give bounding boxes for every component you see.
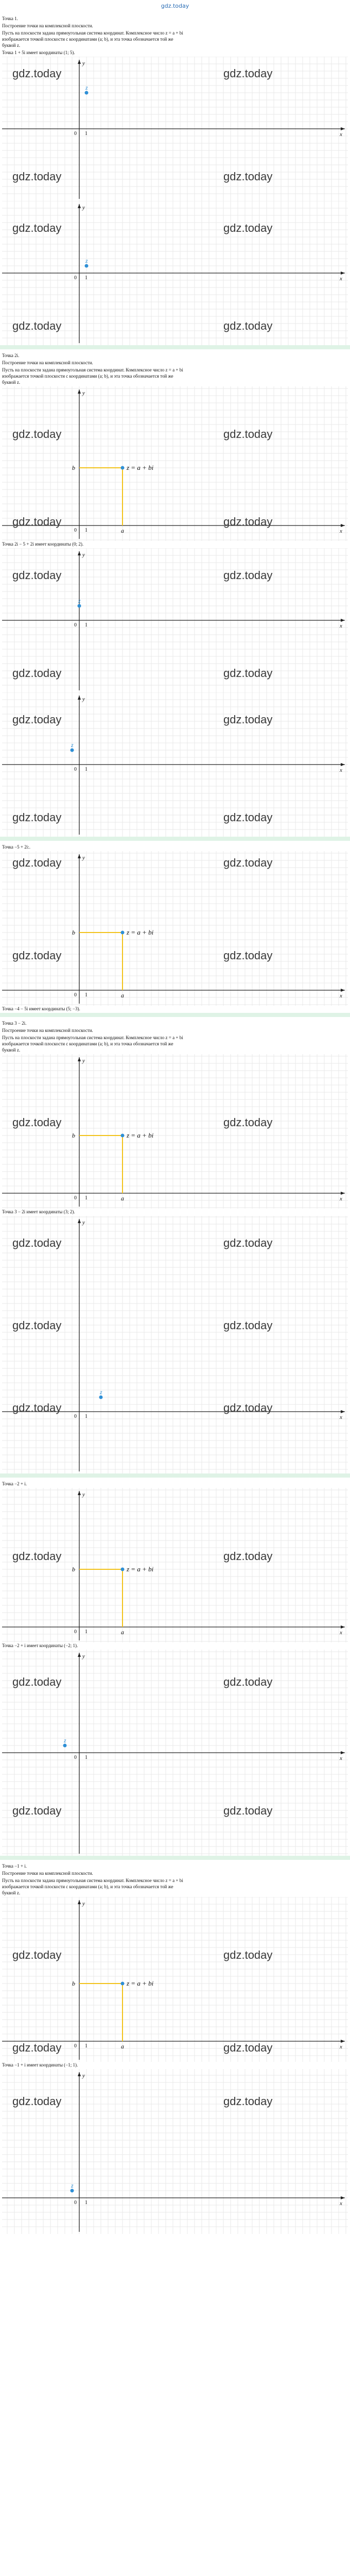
point-marker [121, 931, 125, 935]
plane-svg [2, 851, 348, 1006]
point-label: z [85, 257, 88, 264]
origin-label: 0 [74, 1195, 77, 1201]
point-marker [121, 1568, 125, 1571]
watermark: gdz.today [12, 949, 62, 962]
unit-label: 1 [85, 275, 87, 281]
x-axis-label: x [340, 623, 342, 629]
watermark: gdz.today [12, 1804, 62, 1817]
point-label: z [78, 597, 81, 604]
watermark: gdz.today [12, 428, 62, 440]
watermark: gdz.today [223, 2095, 273, 2108]
paragraph: Пусть на плоскости задана прямоугольная система координат. Комплексное число z = a + bi изображается точкой плоскости с координатами (a; b), и эта точка обозначается той же буквой z. [2, 367, 183, 385]
unit-label: 1 [85, 767, 87, 772]
solution-block [0, 12, 350, 345]
b-label: b [72, 1980, 75, 1987]
watermark: gdz.today [223, 67, 273, 80]
section-divider [0, 837, 350, 841]
watermark: gdz.today [223, 1948, 273, 1961]
x-arrow-icon [341, 1625, 345, 1629]
watermark: gdz.today [12, 1550, 62, 1563]
y-arrow-icon [78, 1219, 81, 1223]
watermark: gdz.today [12, 1948, 62, 1961]
coordinate-plane [2, 1897, 348, 2062]
point-marker [121, 1982, 125, 1986]
x-arrow-icon [341, 1751, 345, 1754]
point-label: z [71, 2182, 74, 2189]
coordinate-plane [2, 851, 348, 1006]
x-arrow-icon [341, 2040, 345, 2043]
watermark: gdz.today [12, 170, 62, 183]
section-title: Точка 2i. [2, 353, 20, 358]
point-marker [63, 1744, 67, 1748]
origin-label: 0 [74, 1414, 77, 1419]
x-axis-label: x [340, 1755, 342, 1761]
watermark: gdz.today [223, 1550, 273, 1563]
x-arrow-icon [341, 127, 345, 130]
y-arrow-icon [78, 389, 81, 394]
claim-text: Точка −2 + i имеет координаты (−2; 1). [2, 1643, 78, 1648]
point-equation: z = a + bi [127, 928, 154, 936]
watermark: gdz.today [223, 170, 273, 183]
y-axis-label: y [82, 2073, 85, 2079]
solution-block [0, 841, 350, 1012]
x-arrow-icon [341, 524, 345, 527]
x-axis-label: x [340, 2200, 342, 2207]
watermark: gdz.today [12, 2041, 62, 2054]
y-axis-label: y [82, 1901, 85, 1907]
watermark: gdz.today [223, 1236, 273, 1249]
unit-label: 1 [85, 2043, 87, 2049]
origin-label: 0 [74, 1629, 77, 1635]
unit-label: 1 [85, 1755, 87, 1760]
point-label: z [100, 1388, 102, 1396]
paragraph: Построение точки на комплексной плоскости. [2, 1871, 93, 1876]
watermark: gdz.today [223, 1319, 273, 1332]
point-equation: z = a + bi [127, 1131, 154, 1139]
unit-label: 1 [85, 2200, 87, 2206]
point-marker [78, 604, 81, 608]
paragraph: Пусть на плоскости задана прямоугольная система координат. Комплексное число z = a + bi изображается точкой плоскости с координатами (a; b), и эта точка обозначается той же буквой z. [2, 1878, 183, 1895]
point-marker [121, 466, 125, 470]
plane-svg [2, 1897, 348, 2062]
point-marker [85, 264, 89, 268]
x-axis-label: x [340, 1196, 342, 1202]
grid [2, 2069, 348, 2234]
solution-block [0, 1478, 350, 1856]
y-arrow-icon [78, 1057, 81, 1061]
y-axis-label: y [82, 1492, 85, 1498]
plane-svg [2, 548, 348, 692]
watermark: gdz.today [12, 569, 62, 582]
origin-label: 0 [74, 622, 77, 628]
coordinate-plane [2, 2069, 348, 2234]
origin-label: 0 [74, 992, 77, 998]
plane-svg [2, 201, 348, 345]
b-label: b [72, 1566, 75, 1573]
y-axis-label: y [82, 1653, 85, 1659]
coordinate-plane [2, 386, 348, 541]
point-equation: z = a + bi [127, 1979, 154, 1987]
x-axis-label: x [340, 528, 342, 534]
watermark: gdz.today [223, 949, 273, 962]
plane-svg [2, 1488, 348, 1642]
unit-label: 1 [85, 528, 87, 533]
watermark: gdz.today [223, 1804, 273, 1817]
page-header [0, 0, 350, 12]
paragraph: Построение точки на комплексной плоскости. [2, 23, 93, 28]
paragraph: Построение точки на комплексной плоскости. [2, 1028, 93, 1033]
x-axis-label: x [340, 1630, 342, 1636]
origin-label: 0 [74, 528, 77, 533]
coordinate-plane [2, 692, 348, 837]
point-equation: z = a + bi [127, 464, 154, 471]
watermark: gdz.today [223, 1675, 273, 1688]
plane-svg [2, 386, 348, 541]
y-axis-label: y [82, 60, 85, 66]
plane-svg [2, 1216, 348, 1473]
x-axis-label: x [340, 131, 342, 138]
unit-label: 1 [85, 131, 87, 137]
origin-label: 0 [74, 767, 77, 772]
x-arrow-icon [341, 272, 345, 275]
unit-label: 1 [85, 1195, 87, 1201]
watermark: gdz.today [12, 667, 62, 680]
watermark: gdz.today [223, 713, 273, 726]
point-marker [85, 91, 89, 95]
solution-block [0, 1860, 350, 2234]
y-axis-label: y [82, 205, 85, 211]
watermark: gdz.today [12, 67, 62, 80]
y-axis-label: y [82, 1058, 85, 1064]
content [0, 12, 350, 2234]
watermark: gdz.today [12, 2095, 62, 2108]
x-arrow-icon [341, 2196, 345, 2199]
watermark: gdz.today [223, 1116, 273, 1129]
y-arrow-icon [78, 2072, 81, 2076]
coordinate-plane [2, 1650, 348, 1856]
y-arrow-icon [78, 1900, 81, 1904]
watermark: gdz.today [12, 856, 62, 869]
grid [2, 1054, 348, 1209]
section-divider [0, 345, 350, 349]
watermark: gdz.today [12, 1319, 62, 1332]
watermark: gdz.today [12, 1401, 62, 1414]
x-axis-label: x [340, 993, 342, 999]
paragraph: Построение точки на комплексной плоскости. [2, 360, 93, 365]
watermark: gdz.today [12, 811, 62, 824]
grid [2, 1216, 348, 1473]
point-marker [99, 1396, 103, 1399]
y-arrow-icon [78, 854, 81, 858]
origin-label: 0 [74, 1755, 77, 1760]
unit-label: 1 [85, 622, 87, 628]
x-axis-label: x [340, 1414, 342, 1420]
origin-label: 0 [74, 275, 77, 281]
point-equation: z = a + bi [127, 1565, 154, 1573]
plane-svg [2, 2069, 348, 2234]
y-arrow-icon [78, 1653, 81, 1657]
watermark: gdz.today [223, 811, 273, 824]
watermark: gdz.today [12, 319, 62, 332]
paragraph: Пусть на плоскости задана прямоугольная система координат. Комплексное число z = a + bi изображается точкой плоскости с координатами (a; b), и эта точка обозначается той же буквой z. [2, 1035, 183, 1053]
x-axis-label: x [340, 276, 342, 282]
a-label: a [121, 527, 124, 534]
claim-text: Точка −4 − 5i имеет координаты (5; −3). [2, 1006, 80, 1011]
plane-svg [2, 1054, 348, 1209]
watermark: gdz.today [223, 1401, 273, 1414]
x-arrow-icon [341, 1410, 345, 1413]
grid [2, 1897, 348, 2062]
a-label: a [121, 992, 124, 999]
b-label: b [72, 929, 75, 936]
section-divider [0, 1473, 350, 1478]
claim-text: Точка 1 + 5i имеет координаты (1; 5). [2, 50, 75, 55]
x-arrow-icon [341, 989, 345, 992]
y-arrow-icon [78, 551, 81, 555]
a-label: a [121, 1629, 124, 1636]
a-label: a [121, 2043, 124, 2050]
y-axis-label: y [82, 1219, 85, 1226]
y-arrow-icon [78, 204, 81, 208]
watermark: gdz.today [12, 1236, 62, 1249]
y-arrow-icon [78, 60, 81, 64]
site-link[interactable]: gdz.today [161, 3, 189, 9]
point-marker [71, 749, 74, 752]
unit-label: 1 [85, 1414, 87, 1419]
section-title: Точка −1 + i. [2, 1863, 27, 1869]
section-title: Точка −5 + 2i:. [2, 844, 30, 850]
b-label: b [72, 464, 75, 471]
watermark: gdz.today [12, 222, 62, 234]
x-arrow-icon [341, 1192, 345, 1195]
watermark: gdz.today [223, 569, 273, 582]
coordinate-plane [2, 1216, 348, 1473]
x-arrow-icon [341, 619, 345, 622]
y-axis-label: y [82, 855, 85, 861]
y-axis-label: y [82, 390, 85, 396]
section-divider [0, 1013, 350, 1017]
watermark: gdz.today [223, 856, 273, 869]
point-label: z [64, 1737, 66, 1744]
task-number: Точка 1. [2, 16, 18, 21]
x-arrow-icon [341, 763, 345, 766]
section-title: Точка −2 + i. [2, 1481, 27, 1486]
plane-svg [2, 57, 348, 201]
x-axis-label: x [340, 767, 342, 773]
solution-block [0, 349, 350, 837]
watermark: gdz.today [12, 1675, 62, 1688]
point-label: z [85, 84, 88, 91]
unit-label: 1 [85, 992, 87, 998]
origin-label: 0 [74, 131, 77, 137]
claim-text: Точка 3 − 2i имеет координаты (3; 2). [2, 1209, 75, 1214]
point-marker [71, 2189, 74, 2193]
watermark: gdz.today [223, 515, 273, 528]
origin-label: 0 [74, 2043, 77, 2049]
watermark: gdz.today [223, 222, 273, 234]
section-title: Точка 3 − 2i. [2, 1021, 27, 1026]
x-axis-label: x [340, 2044, 342, 2050]
solution-block [0, 1017, 350, 1473]
watermark: gdz.today [223, 319, 273, 332]
plane-svg [2, 692, 348, 837]
point-label: z [71, 741, 74, 749]
y-arrow-icon [78, 696, 81, 700]
paragraph: Пусть на плоскости задана прямоугольная система координат. Комплексное число z = a + bi изображается точкой плоскости с координатами (a; b), и эта точка обозначается той же буквой z. [2, 30, 183, 48]
y-axis-label: y [82, 696, 85, 702]
watermark: gdz.today [12, 713, 62, 726]
grid [2, 1488, 348, 1642]
coordinate-plane [2, 57, 348, 201]
claim-text: Точка 2i − 5 + 2i имеет координаты (0; 2). [2, 541, 84, 547]
y-arrow-icon [78, 1491, 81, 1495]
watermark: gdz.today [12, 515, 62, 528]
origin-label: 0 [74, 2200, 77, 2206]
watermark: gdz.today [223, 667, 273, 680]
coordinate-plane [2, 548, 348, 692]
plane-svg [2, 1650, 348, 1856]
watermark: gdz.today [223, 428, 273, 440]
section-divider [0, 1856, 350, 1860]
point-marker [121, 1134, 125, 1138]
watermark: gdz.today [223, 2041, 273, 2054]
y-axis-label: y [82, 552, 85, 558]
coordinate-plane [2, 201, 348, 345]
a-label: a [121, 1195, 124, 1202]
coordinate-plane [2, 1054, 348, 1209]
unit-label: 1 [85, 1629, 87, 1635]
coordinate-plane [2, 1488, 348, 1642]
b-label: b [72, 1132, 75, 1139]
claim-text: Точка −1 + i имеет координаты (−1; 1). [2, 2062, 78, 2067]
watermark: gdz.today [12, 1116, 62, 1129]
grid [2, 851, 348, 1006]
